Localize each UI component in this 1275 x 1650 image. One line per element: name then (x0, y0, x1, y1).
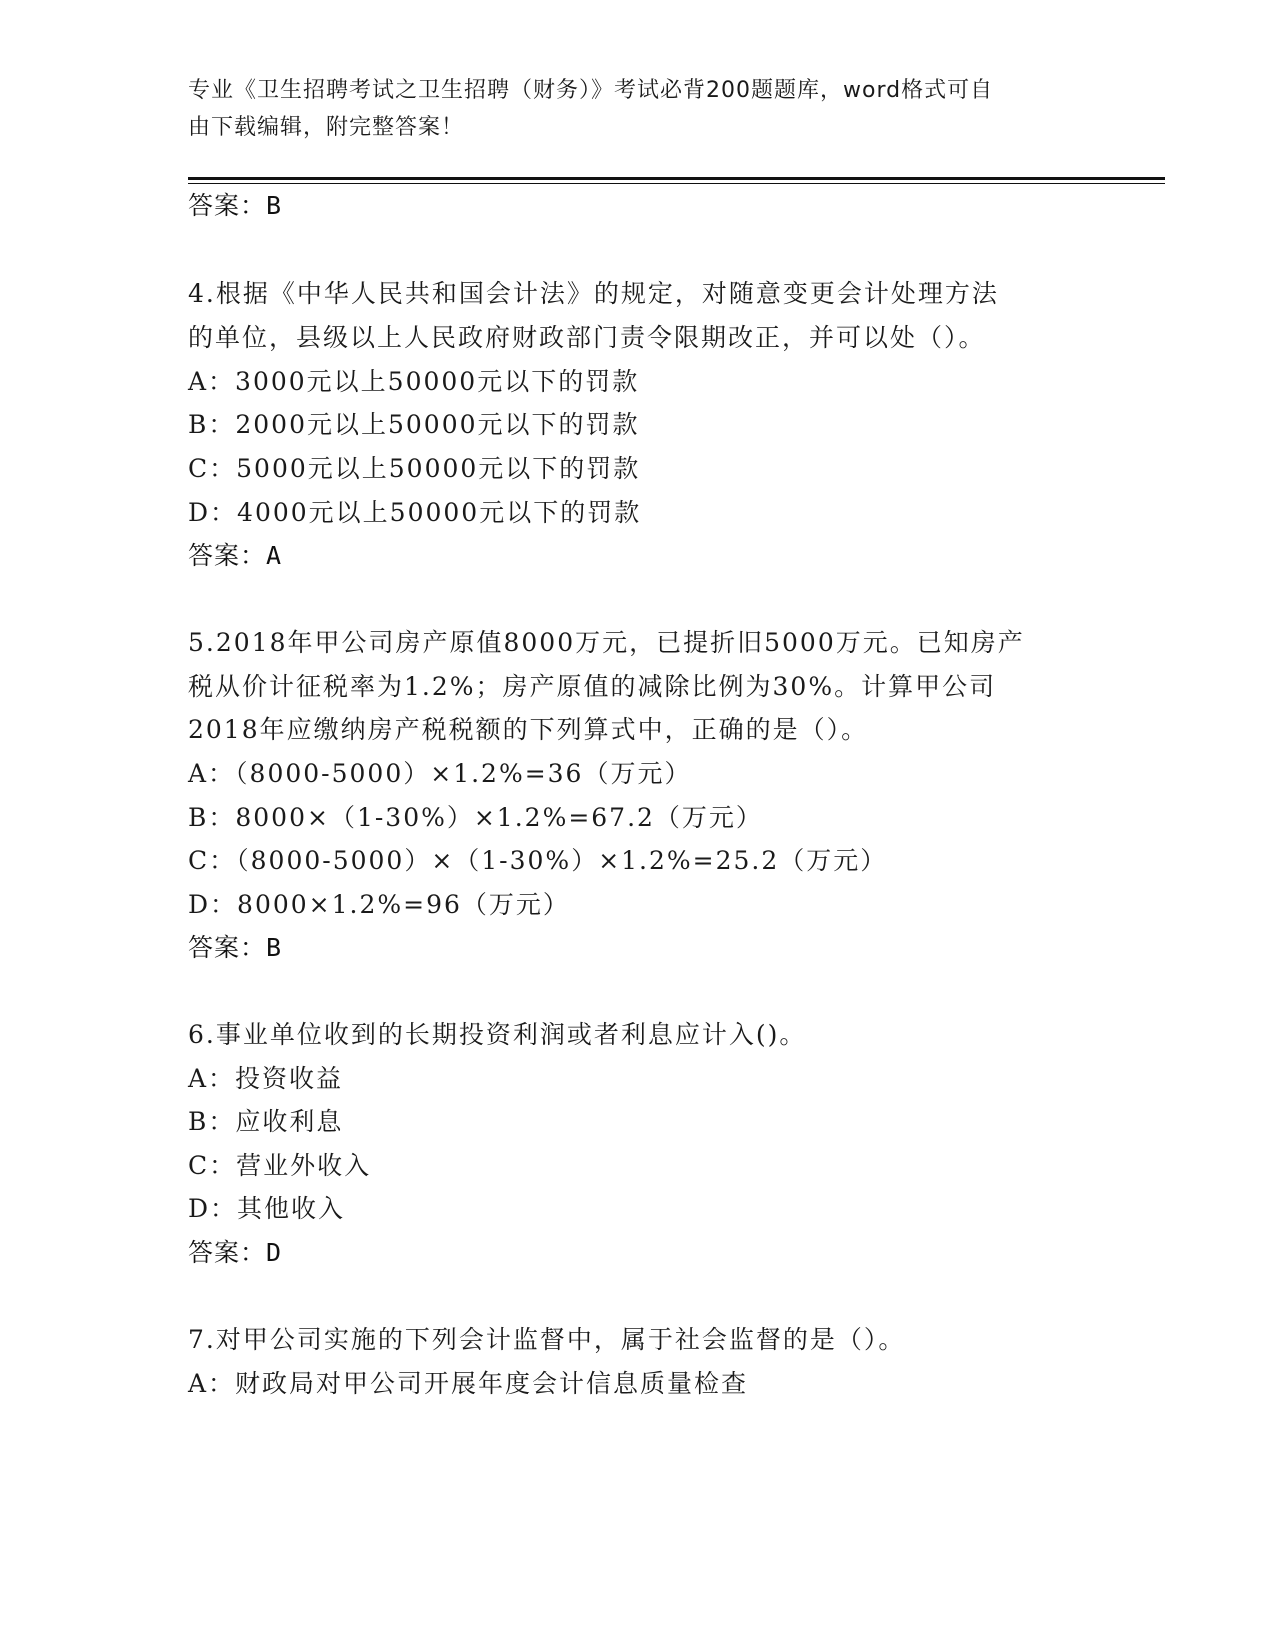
question-4-stem-line-2: 的单位，县级以上人民政府财政部门责令限期改正，并可以处（）。 (188, 323, 986, 352)
question-4-option-b: B：2000元以上50000元以下的罚款 (188, 410, 640, 439)
question-6-option-a: A：投资收益 (188, 1064, 344, 1093)
question-6-option-b: B：应收利息 (188, 1107, 344, 1136)
question-7-option-a: A：财政局对甲公司开展年度会计信息质量检查 (188, 1369, 749, 1398)
question-4-answer (188, 536, 282, 572)
question-4-option-c: C：5000元以上50000元以下的罚款 (188, 454, 641, 483)
answer-value: B (266, 933, 283, 962)
question-7-stem-line-1: 7.对甲公司实施的下列会计监督中，属于社会监督的是（）。 (188, 1325, 906, 1354)
question-5-stem-line-1: 5.2018年甲公司房产原值8000万元，已提折旧5000万元。已知房产 (188, 628, 1025, 657)
header-divider-thin (188, 183, 1165, 184)
question-4-option-d: D：4000元以上50000元以下的罚款 (188, 498, 642, 527)
question-5-option-b: B：8000×（1-30%）×1.2%=67.2（万元） (188, 803, 763, 832)
answer-line (188, 186, 282, 222)
answer-value: A (266, 541, 283, 570)
answer-value: B (266, 191, 283, 220)
question-6-stem-line-1: 6.事业单位收到的长期投资利润或者利息应计入()。 (188, 1020, 807, 1049)
answer-value: D (266, 1238, 283, 1267)
question-4-option-a: A：3000元以上50000元以下的罚款 (188, 367, 640, 396)
answer-label: 答案： (188, 933, 267, 962)
question-5-stem-line-3: 2018年应缴纳房产税税额的下列算式中，正确的是（）。 (188, 715, 869, 744)
header-line-1: 专业《卫生招聘考试之卫生招聘（财务）》考试必背200题题库，word格式可自 (188, 78, 994, 103)
question-4-stem-line-1: 4.根据《中华人民共和国会计法》的规定，对随意变更会计处理方法 (188, 279, 999, 308)
answer-label: 答案： (188, 1238, 267, 1267)
question-5-option-d: D：8000×1.2%=96（万元） (188, 890, 570, 919)
question-5-stem-line-2: 税从价计征税率为1.2%；房产原值的减除比例为30%。计算甲公司 (188, 672, 997, 701)
question-6-answer (188, 1233, 282, 1269)
answer-label: 答案： (188, 191, 267, 220)
header-divider-thick (188, 177, 1165, 180)
document-header (188, 72, 1068, 146)
question-6-option-d: D：其他收入 (188, 1194, 346, 1223)
question-6-option-c: C：营业外收入 (188, 1151, 372, 1180)
question-5-answer (188, 928, 282, 964)
question-5-option-a: A：（8000-5000）×1.2%=36（万元） (188, 759, 692, 788)
question-5-option-c: C：（8000-5000）×（1-30%）×1.2%=25.2（万元） (188, 846, 888, 875)
header-line-2: 由下载编辑，附完整答案！ (188, 115, 465, 140)
answer-label: 答案： (188, 541, 267, 570)
